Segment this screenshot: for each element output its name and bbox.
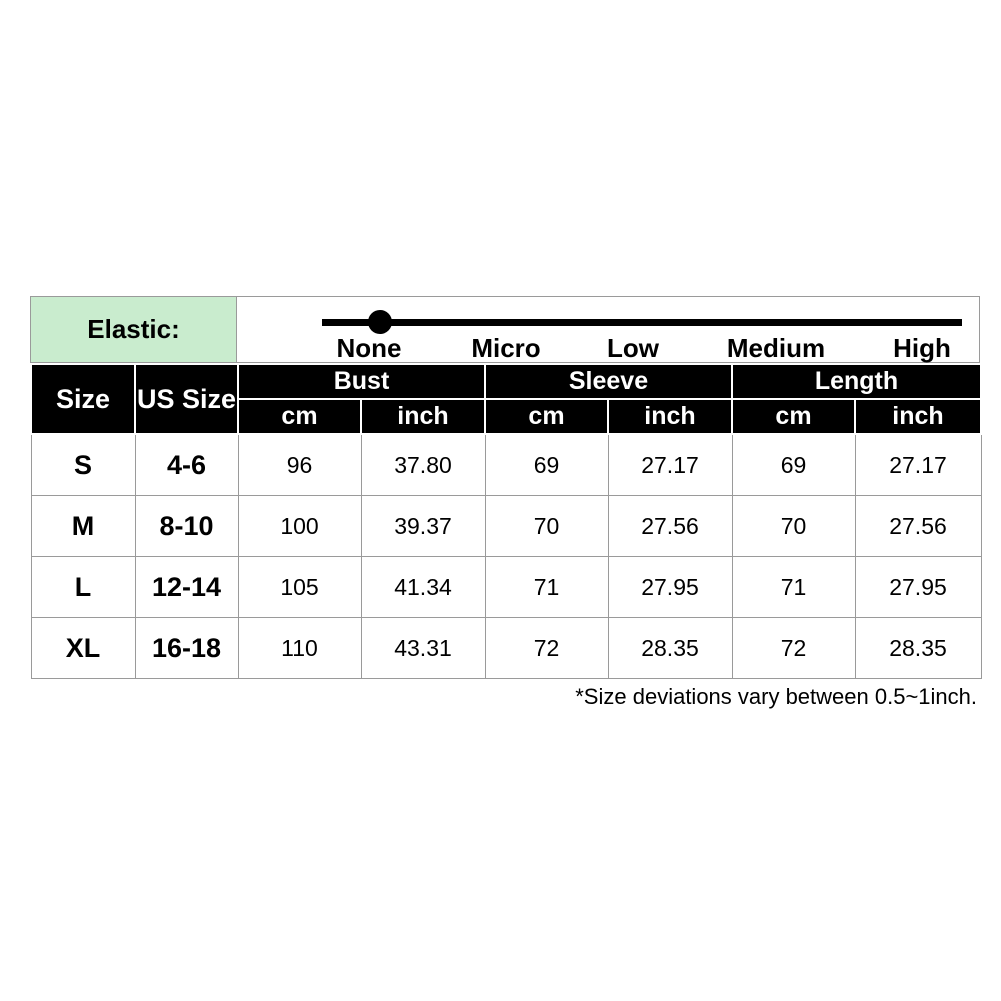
us-size-cell: 12-14	[135, 557, 238, 618]
sleeve-inch-cell: 28.35	[608, 618, 732, 679]
bust-inch-cell: 43.31	[361, 618, 485, 679]
length-cm-cell: 71	[732, 557, 855, 618]
header-length-cm: cm	[732, 399, 855, 434]
size-cell: S	[31, 434, 135, 496]
header-bust-cm: cm	[238, 399, 361, 434]
bust-cm-cell: 96	[238, 434, 361, 496]
bust-inch-cell: 37.80	[361, 434, 485, 496]
size-chart	[30, 296, 980, 679]
elastic-selected-marker	[368, 310, 392, 334]
size-deviation-note: *Size deviations vary between 0.5~1inch.	[575, 684, 977, 709]
us-size-cell: 8-10	[135, 496, 238, 557]
us-size-cell: 4-6	[135, 434, 238, 496]
sleeve-inch-cell: 27.17	[608, 434, 732, 496]
table-row	[31, 557, 981, 618]
header-length-inch: inch	[855, 399, 981, 434]
size-cell: L	[31, 557, 135, 618]
header-length: Length	[732, 364, 981, 399]
elastic-level-micro: Micro	[471, 333, 541, 363]
sleeve-cm-cell: 72	[485, 618, 608, 679]
header-bust: Bust	[238, 364, 485, 399]
elastic-label: Elastic:	[30, 296, 237, 363]
sleeve-cm-cell: 69	[485, 434, 608, 496]
header-sleeve-inch: inch	[608, 399, 732, 434]
table-row	[31, 434, 981, 496]
length-inch-cell: 27.17	[855, 434, 981, 496]
length-inch-cell: 27.95	[855, 557, 981, 618]
size-cell: M	[31, 496, 135, 557]
elastic-level-high: High	[893, 333, 951, 363]
length-cm-cell: 70	[732, 496, 855, 557]
elastic-level-none: None	[336, 333, 402, 363]
us-size-cell: 16-18	[135, 618, 238, 679]
bust-cm-cell: 105	[238, 557, 361, 618]
length-cm-cell: 69	[732, 434, 855, 496]
bust-inch-cell: 41.34	[361, 557, 485, 618]
elastic-scale	[237, 296, 980, 363]
header-sleeve-cm: cm	[485, 399, 608, 434]
sleeve-cm-cell: 70	[485, 496, 608, 557]
table-row	[31, 496, 981, 557]
size-cell: XL	[31, 618, 135, 679]
header-sleeve: Sleeve	[485, 364, 732, 399]
length-inch-cell: 28.35	[855, 618, 981, 679]
elastic-scale-line	[322, 319, 962, 326]
size-table	[30, 363, 982, 679]
sleeve-inch-cell: 27.95	[608, 557, 732, 618]
sleeve-inch-cell: 27.56	[608, 496, 732, 557]
header-size: Size	[31, 364, 135, 434]
header-bust-inch: inch	[361, 399, 485, 434]
length-cm-cell: 72	[732, 618, 855, 679]
bust-cm-cell: 100	[238, 496, 361, 557]
bust-inch-cell: 39.37	[361, 496, 485, 557]
elastic-level-low: Low	[607, 333, 659, 363]
elastic-level-medium: Medium	[726, 333, 826, 363]
length-inch-cell: 27.56	[855, 496, 981, 557]
sleeve-cm-cell: 71	[485, 557, 608, 618]
header-us-size: US Size	[135, 364, 238, 434]
table-row	[31, 618, 981, 679]
bust-cm-cell: 110	[238, 618, 361, 679]
